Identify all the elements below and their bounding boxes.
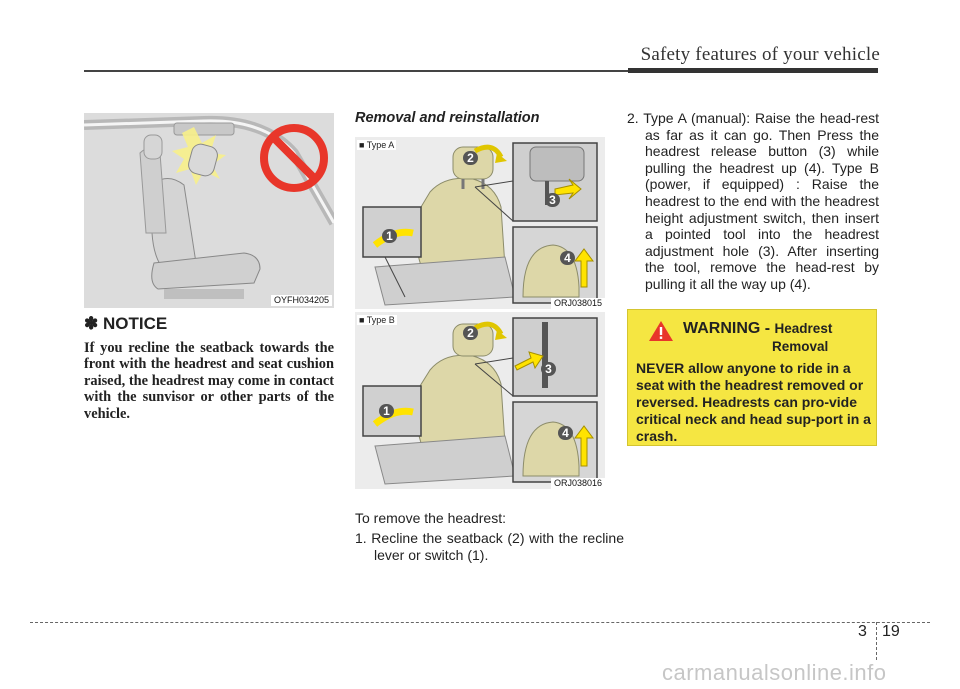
removal-step-1: 1. Recline the seatback (2) with the recline lever or switch (1). — [355, 530, 624, 563]
notice-title: ✽ NOTICE — [84, 314, 168, 333]
type-a-label: ■ Type A — [359, 140, 395, 150]
figure-caption: ORJ038015 — [551, 298, 605, 309]
warning-body: NEVER allow anyone to ride in a seat with the headrest removed or reversed. Headrests can pro-vide critical neck and head sup-port in a crash. — [636, 360, 871, 444]
callout-number: 2 — [463, 151, 478, 165]
callout-number: 2 — [463, 326, 478, 340]
type-b-label: ■ Type B — [359, 315, 395, 325]
type-b-illustration — [355, 312, 605, 489]
header-title: Safety features of your vehicle — [640, 44, 880, 65]
callout-number: 1 — [379, 404, 394, 418]
section-heading: Removal and reinstallation — [355, 110, 540, 126]
callout-number: 3 — [541, 362, 556, 376]
type-a-drawing — [355, 137, 605, 309]
callout-number: 1 — [382, 229, 397, 243]
page-number: 19 — [882, 623, 900, 640]
watermark: carmanualsonline.info — [662, 660, 887, 685]
header-rule-accent — [628, 68, 878, 73]
chapter-number: 3 — [858, 623, 867, 640]
warning-subtitle: Headrest — [774, 321, 833, 336]
type-a-illustration — [355, 137, 605, 309]
warning-box — [627, 309, 877, 446]
warning-subtitle-2: Removal — [772, 339, 829, 354]
callout-number: 3 — [545, 193, 560, 207]
callout-number: 4 — [558, 426, 573, 440]
warning-title-text: WARNING - — [683, 320, 775, 337]
notice-body: If you recline the seatback towards the front with the headrest and seat cushion raised, the headrest may come in contact with the sunvisor or other parts of the vehicle. — [84, 340, 334, 422]
callout-number: 4 — [560, 251, 575, 265]
figure-caption: OYFH034205 — [271, 295, 332, 306]
footer-rule — [30, 622, 930, 623]
footer-divider — [876, 622, 877, 660]
warning-triangle-icon — [648, 320, 674, 342]
seat-recline-illustration — [84, 113, 334, 308]
warning-title — [683, 320, 832, 338]
seat-recline-drawing — [84, 113, 334, 308]
type-b-drawing — [355, 312, 605, 489]
removal-step-2: 2. Type A (manual): Raise the head-rest as far as it can go. Then Press the headrest release button (3) while pulling the headrest up (4). Type B (power, if equipped) : Raise the headrest to the end with the headrest height adjustment switch, then insert a pointed tool into the headrest adjustment hole (3). After inserting the tool, remove the head-rest by pulling it all the way up (4). — [627, 110, 879, 292]
removal-intro: To remove the headrest: — [355, 510, 506, 526]
figure-caption: ORJ038016 — [551, 478, 605, 489]
